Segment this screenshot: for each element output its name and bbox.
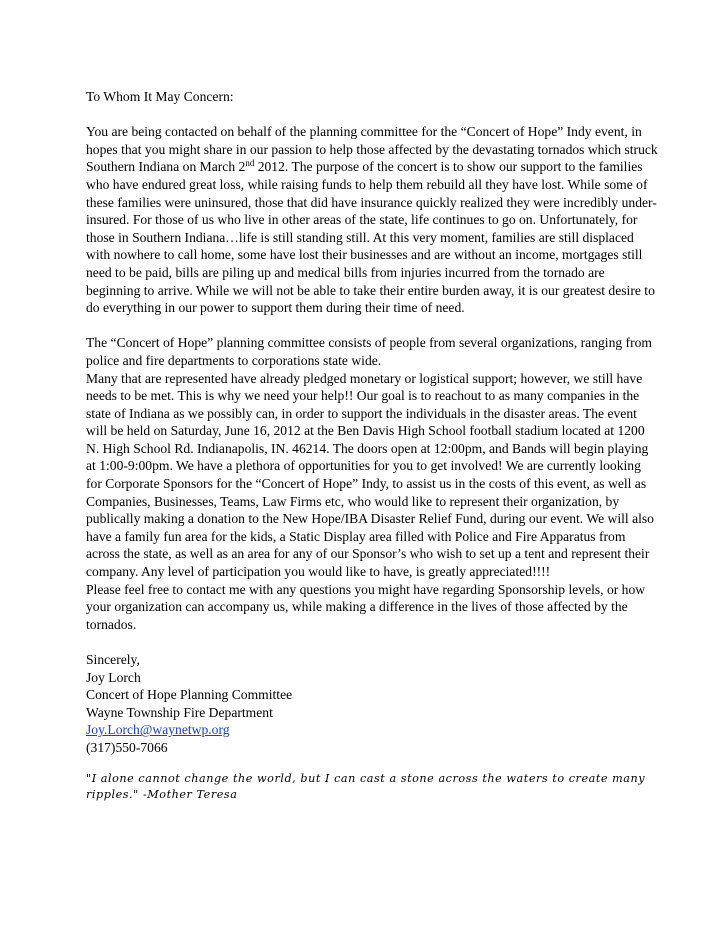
intro-text-start: You are being contacted on behalf of the planning committee for the “Concert of Hope” Indy event, in hopes that you might share in our passion to help those affected by the devastating tornados which struck Southern Indiana on March 2 <box>86 124 658 175</box>
signature-block <box>86 651 658 757</box>
signer-department: Wayne Township Fire Department <box>86 704 273 720</box>
closing: Sincerely, <box>86 652 140 667</box>
event-details-paragraph: Many that are represented have already pledged monetary or logistical support; however, we still have needs to be met. This is why we need your help!! Our goal is to reachout to as many companies in the state of Indiana as we possibly can, in order to support the individuals in the disaster areas. The event will be held on Saturday, June 16, 2012 at the Ben Davis High School football stadium located at 1200 N. High School Rd. Indianapolis, IN. 46214. The doors open at 12:00pm, and Bands will begin playing at 1:00-9:00pm. We have a plethora of opportunities for you to get involved! We are currently looking for Corporate Sponsors for the “Concert of Hope” Indy, to assist us in the costs of this event, as well as Companies, Businesses, Teams, Law Firms etc, who would like to represent their organization, by publically making a donation to the New Hope/IBA Disaster Relief Fund, during our event. We will also have a family fun area for the kids, a Static Display area filled with Police and Fire Apparatus from across the state, as well as an area for any of our Sponsor’s who wish to set up a tent and represent their company. Any level of participation you would like to have, is greatly appreciated!!!! <box>86 370 654 580</box>
quote: "I alone cannot change the world, but I can cast a stone across the waters to create many ripples." -Mother Teresa <box>86 771 646 802</box>
paragraph-spacer <box>86 633 658 651</box>
letter-body <box>86 88 658 804</box>
email-link[interactable]: Joy.Lorch@waynetwp.org <box>86 722 230 738</box>
contact-paragraph: Please feel free to contact me with any questions you might have regarding Sponsorship levels, or how your organization can accompany us, while making a difference in the lives of those affected by the tornados. <box>86 581 646 632</box>
signer-name: Joy Lorch <box>86 669 141 685</box>
signer-committee: Concert of Hope Planning Committee <box>86 687 293 703</box>
paragraph-spacer <box>86 317 658 335</box>
ordinal-suffix: nd <box>245 158 255 169</box>
salutation: To Whom It May Concern: <box>86 89 234 104</box>
email-line <box>86 721 658 739</box>
intro-paragraph <box>86 123 658 317</box>
phone-number: (317)550-7066 <box>86 739 168 755</box>
paragraph-spacer <box>86 106 658 124</box>
committee-paragraph: The “Concert of Hope” planning committee consists of people from several organizations, ranging from police and fire departments to corporations state wide. <box>86 335 652 368</box>
intro-text-end: 2012. The purpose of the concert is to show our support to the families who have endured great loss, while raising funds to help them rebuild all they have lost. While some of these families were uninsured, those that did have insurance quickly realized they were incredibly under-insured. For those of us who live in other areas of the state, life continues to go on. Unfortunately, for those in Southern Indiana…life is still standing still. At this very moment, families are still displaced with nowhere to call home, some have lost their businesses and are without an income, mortgages still need to be paid, bills are piling up and medical bills from injuries incurred from the tornado are beginning to arrive. While we will not be able to take their entire burden away, it is our greatest desire to do everything in our power to support them during their time of need. <box>86 159 657 316</box>
